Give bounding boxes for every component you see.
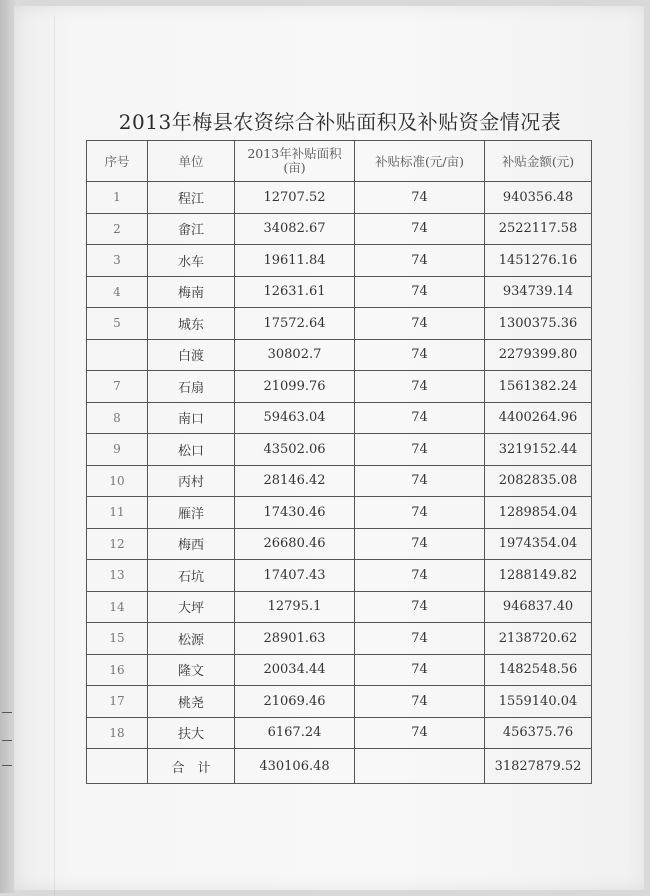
table-row (87, 276, 592, 308)
row-amount: 3219152.44 (485, 434, 592, 466)
row-unit: 松口 (148, 434, 235, 466)
row-standard: 74 (355, 497, 485, 529)
row-amount: 1974354.04 (485, 528, 592, 560)
margin-tick (2, 740, 12, 741)
table-row (87, 623, 592, 655)
row-area: 17572.64 (235, 308, 355, 340)
table-row (87, 686, 592, 718)
row-standard: 74 (355, 623, 485, 655)
row-index (87, 339, 148, 371)
row-unit: 城东 (148, 308, 235, 340)
table-row (87, 591, 592, 623)
row-unit: 水车 (148, 245, 235, 277)
row-unit: 梅西 (148, 528, 235, 560)
row-standard: 74 (355, 465, 485, 497)
subsidy-table (86, 140, 592, 784)
row-standard: 74 (355, 213, 485, 245)
row-standard: 74 (355, 276, 485, 308)
row-index: 2 (87, 213, 148, 245)
row-unit: 扶大 (148, 717, 235, 749)
header-area-line2: (亩) (283, 160, 306, 175)
row-index: 12 (87, 528, 148, 560)
row-amount: 4400264.96 (485, 402, 592, 434)
row-unit: 桃尧 (148, 686, 235, 718)
row-standard: 74 (355, 402, 485, 434)
document-title: 2013年梅县农资综合补贴面积及补贴资金情况表 (118, 110, 562, 134)
row-area: 34082.67 (235, 213, 355, 245)
table-row (87, 434, 592, 466)
row-unit: 石扇 (148, 371, 235, 403)
row-amount: 456375.76 (485, 717, 592, 749)
row-standard: 74 (355, 245, 485, 277)
row-area: 12707.52 (235, 182, 355, 214)
row-area: 20034.44 (235, 654, 355, 686)
row-standard: 74 (355, 591, 485, 623)
row-area: 59463.04 (235, 402, 355, 434)
row-standard: 74 (355, 308, 485, 340)
table-row (87, 654, 592, 686)
row-index: 15 (87, 623, 148, 655)
row-standard: 74 (355, 654, 485, 686)
row-area: 6167.24 (235, 717, 355, 749)
row-area: 17407.43 (235, 560, 355, 592)
row-index: 1 (87, 182, 148, 214)
row-amount: 1482548.56 (485, 654, 592, 686)
row-unit: 南口 (148, 402, 235, 434)
row-index: 16 (87, 654, 148, 686)
row-amount: 1289854.04 (485, 497, 592, 529)
row-index: 8 (87, 402, 148, 434)
margin-tick (2, 765, 12, 766)
row-index: 18 (87, 717, 148, 749)
header-unit: 单位 (148, 141, 235, 182)
row-amount: 2138720.62 (485, 623, 592, 655)
row-amount: 946837.40 (485, 591, 592, 623)
table-row (87, 560, 592, 592)
table-row (87, 339, 592, 371)
table-row (87, 213, 592, 245)
row-standard: 74 (355, 717, 485, 749)
table-row (87, 371, 592, 403)
row-area: 26680.46 (235, 528, 355, 560)
row-unit: 畲江 (148, 213, 235, 245)
row-index: 7 (87, 371, 148, 403)
row-amount: 1561382.24 (485, 371, 592, 403)
row-unit: 石坑 (148, 560, 235, 592)
row-amount: 2279399.80 (485, 339, 592, 371)
row-unit: 隆文 (148, 654, 235, 686)
row-standard: 74 (355, 339, 485, 371)
row-area: 19611.84 (235, 245, 355, 277)
row-unit: 雁洋 (148, 497, 235, 529)
row-unit: 丙村 (148, 465, 235, 497)
row-index: 9 (87, 434, 148, 466)
header-area-line1: 2013年补贴面积 (247, 146, 342, 161)
row-index: 3 (87, 245, 148, 277)
header-amount: 补贴金额(元) (485, 141, 592, 182)
row-area: 21099.76 (235, 371, 355, 403)
row-area: 43502.06 (235, 434, 355, 466)
row-area: 21069.46 (235, 686, 355, 718)
total-area: 430106.48 (235, 749, 355, 784)
paper-fold (54, 16, 55, 896)
row-area: 28146.42 (235, 465, 355, 497)
table-row (87, 402, 592, 434)
total-amount: 31827879.52 (485, 749, 592, 784)
header-standard: 补贴标准(元/亩) (355, 141, 485, 182)
row-index: 10 (87, 465, 148, 497)
table-row (87, 465, 592, 497)
row-unit: 梅南 (148, 276, 235, 308)
row-index: 5 (87, 308, 148, 340)
row-amount: 934739.14 (485, 276, 592, 308)
table-row (87, 717, 592, 749)
row-standard: 74 (355, 528, 485, 560)
header-area (235, 141, 355, 182)
row-amount: 2082835.08 (485, 465, 592, 497)
row-amount: 1559140.04 (485, 686, 592, 718)
row-index: 17 (87, 686, 148, 718)
row-standard: 74 (355, 182, 485, 214)
table-row (87, 308, 592, 340)
row-unit: 松源 (148, 623, 235, 655)
row-standard: 74 (355, 434, 485, 466)
row-index: 11 (87, 497, 148, 529)
row-amount: 940356.48 (485, 182, 592, 214)
row-amount: 1451276.16 (485, 245, 592, 277)
row-index: 14 (87, 591, 148, 623)
total-index-cell (87, 749, 148, 784)
row-amount: 2522117.58 (485, 213, 592, 245)
row-index: 4 (87, 276, 148, 308)
margin-tick (2, 712, 12, 713)
row-standard: 74 (355, 686, 485, 718)
total-row (87, 749, 592, 784)
total-label: 合 计 (148, 749, 235, 784)
row-standard: 74 (355, 371, 485, 403)
table-row (87, 245, 592, 277)
table-row (87, 182, 592, 214)
table-row (87, 528, 592, 560)
row-amount: 1300375.36 (485, 308, 592, 340)
row-area: 12795.1 (235, 591, 355, 623)
row-unit: 程江 (148, 182, 235, 214)
row-unit: 大坪 (148, 591, 235, 623)
row-unit: 白渡 (148, 339, 235, 371)
row-amount: 1288149.82 (485, 560, 592, 592)
row-area: 17430.46 (235, 497, 355, 529)
total-standard (355, 749, 485, 784)
row-area: 28901.63 (235, 623, 355, 655)
table-row (87, 497, 592, 529)
row-area: 30802.7 (235, 339, 355, 371)
row-index: 13 (87, 560, 148, 592)
row-area: 12631.61 (235, 276, 355, 308)
table-header-row (87, 141, 592, 182)
header-index: 序号 (87, 141, 148, 182)
row-standard: 74 (355, 560, 485, 592)
